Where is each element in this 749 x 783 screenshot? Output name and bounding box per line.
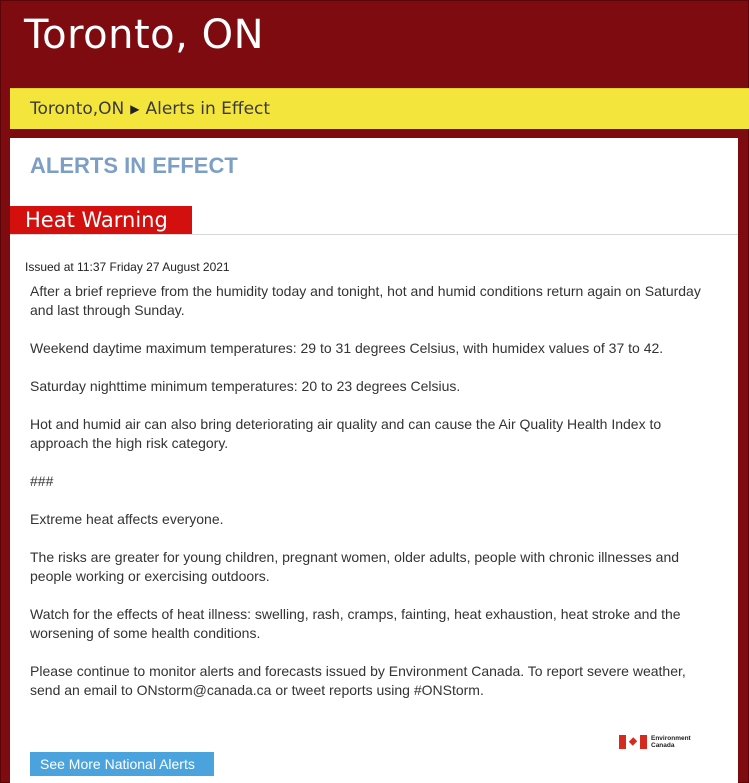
alert-paragraph: Please continue to monitor alerts and forecasts issued by Environment Canada. To report severe weather, send an email to ONstorm@canada.ca or tweet reports using #ONStorm.	[30, 663, 686, 698]
issued-timestamp: Issued at 11:37 Friday 27 August 2021	[25, 260, 230, 274]
alert-paragraph: Weekend daytime maximum temperatures: 29 to 31 degrees Celsius, with humidex values of 37 to 42.	[30, 340, 664, 356]
breadcrumb-arrow-icon: ▶	[130, 102, 140, 116]
breadcrumb-location[interactable]: Toronto,ON	[30, 99, 125, 119]
alert-paragraph: After a brief reprieve from the humidity today and tonight, hot and humid conditions return again on Saturday and last through Sunday.	[30, 283, 701, 318]
logo-line-1: Environment	[651, 735, 691, 742]
divider	[10, 234, 738, 235]
alert-paragraph: Extreme heat affects everyone.	[30, 511, 224, 527]
logo-line-2: Canada	[651, 742, 675, 749]
alert-paragraph: Hot and humid air can also bring deteriorating air quality and can cause the Air Quality Health Index to approach the high risk category.	[30, 416, 662, 451]
alert-paragraph: Watch for the effects of heat illness: swelling, rash, cramps, fainting, heat exhaustion, heat stroke and the worsening of some health conditions.	[30, 606, 681, 641]
breadcrumb-current: Alerts in Effect	[145, 99, 271, 119]
alert-paragraph: The risks are greater for young children, pregnant women, older adults, people with chronic illnesses and people working or exercising outdoors.	[30, 549, 680, 584]
canada-flag-icon	[619, 735, 647, 749]
alert-paragraph: Saturday nighttime minimum temperatures: 20 to 23 degrees Celsius.	[30, 378, 461, 394]
section-heading: ALERTS IN EFFECT	[30, 153, 238, 178]
see-more-alerts-button[interactable]: See More National Alerts	[30, 752, 214, 776]
alert-paragraph: ###	[30, 473, 54, 489]
alert-body	[30, 282, 720, 719]
breadcrumb	[10, 88, 749, 129]
alert-type-label: Heat Warning	[10, 206, 192, 234]
main-content	[10, 138, 738, 783]
page-title: Toronto, ON	[24, 12, 264, 58]
environment-canada-logo	[619, 732, 699, 752]
